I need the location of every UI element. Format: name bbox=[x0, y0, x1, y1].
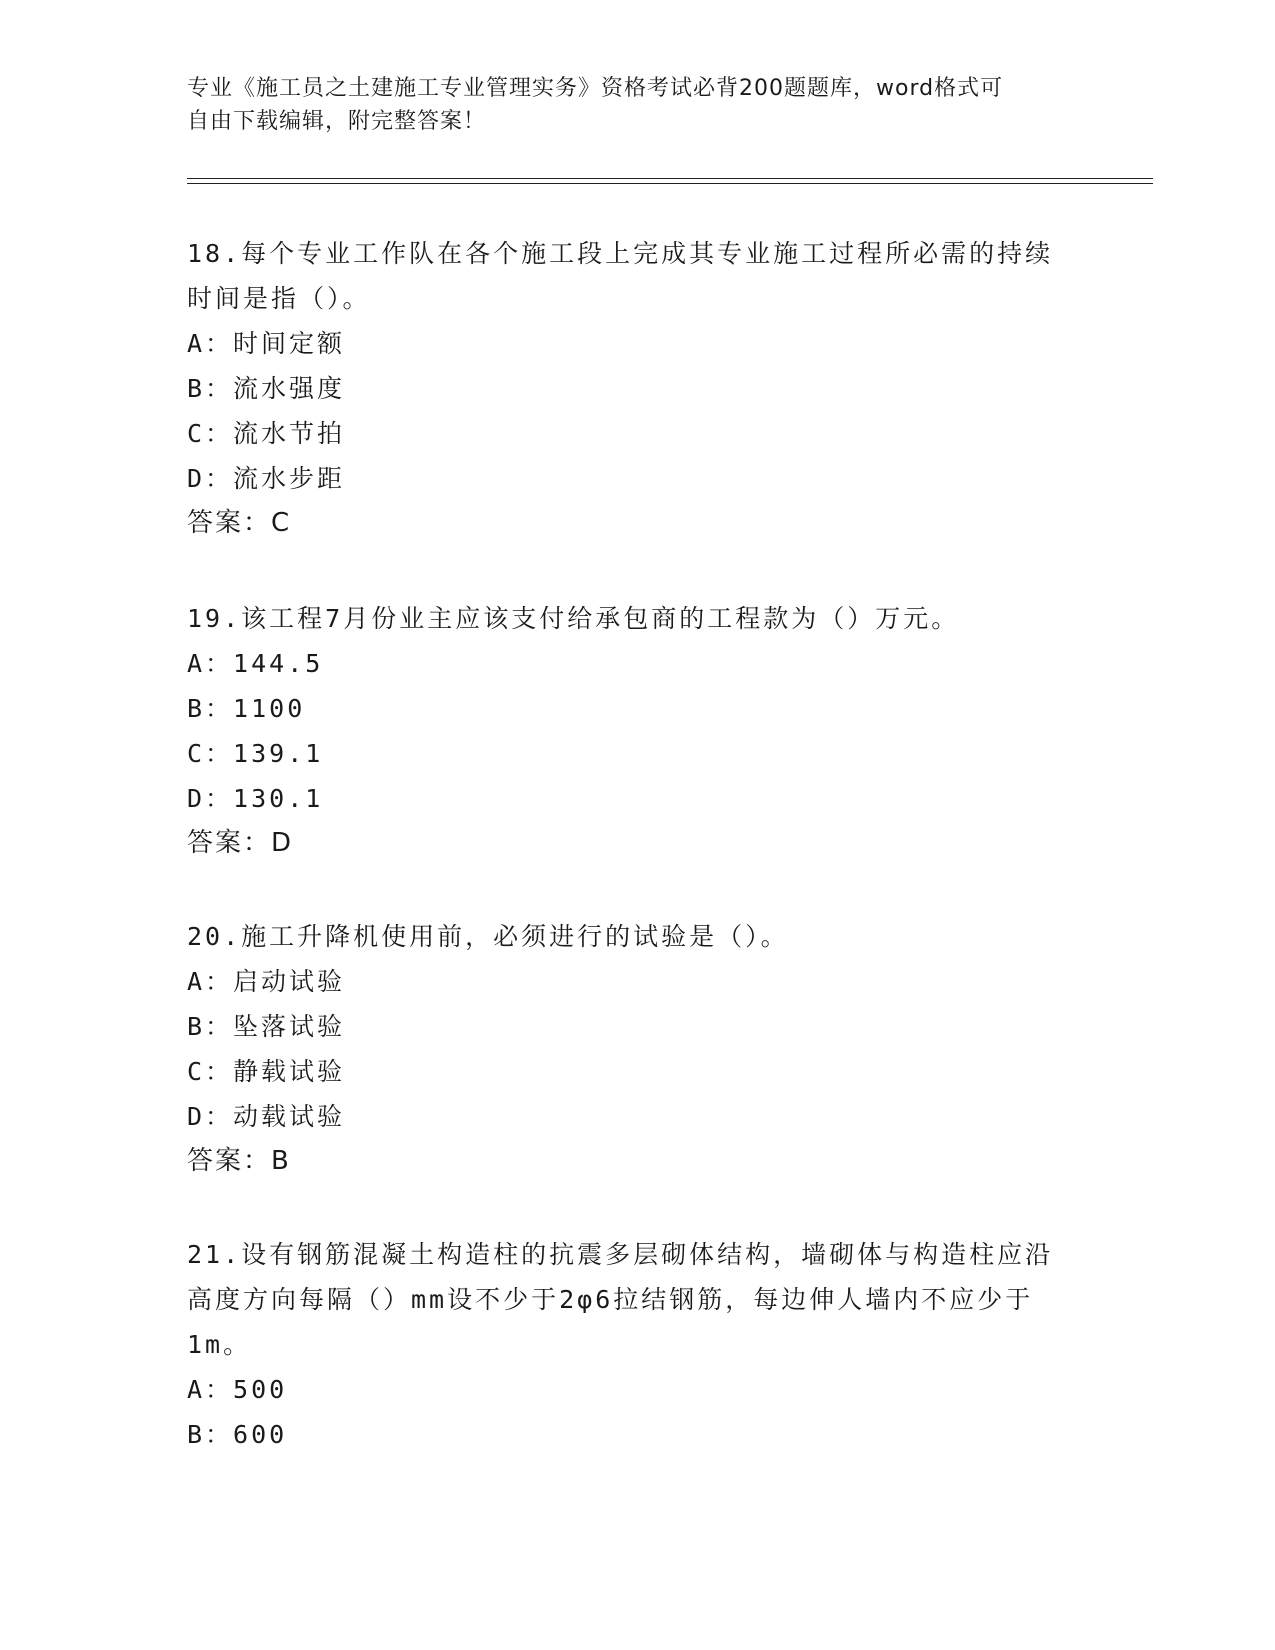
question-stem-line: 21.设有钢筋混凝土构造柱的抗震多层砌体结构，墙砌体与构造柱应沿 bbox=[187, 1240, 1054, 1269]
question-18 bbox=[187, 231, 1087, 546]
header-line-2: 自由下载编辑，附完整答案！ bbox=[187, 109, 487, 134]
option-d: D：流水步距 bbox=[187, 464, 346, 493]
question-stem-line: 20.施工升降机使用前，必须进行的试验是（）。 bbox=[187, 922, 789, 951]
question-stem-line: 18.每个专业工作队在各个施工段上完成其专业施工过程所必需的持续 bbox=[187, 239, 1054, 268]
question-stem-line: 19.该工程7月份业主应该支付给承包商的工程款为（）万元。 bbox=[187, 604, 960, 633]
question-stem-line: 1m。 bbox=[187, 1330, 252, 1359]
question-19 bbox=[187, 596, 1087, 866]
option-a: A：时间定额 bbox=[187, 329, 346, 358]
option-c: C：流水节拍 bbox=[187, 419, 346, 448]
option-a: A：144.5 bbox=[187, 649, 324, 678]
option-a: A：500 bbox=[187, 1375, 288, 1404]
question-21 bbox=[187, 1232, 1087, 1457]
option-b: B：流水强度 bbox=[187, 374, 346, 403]
answer-line: 答案：B bbox=[187, 1146, 291, 1176]
answer-line: 答案：C bbox=[187, 508, 292, 538]
answer-line: 答案：D bbox=[187, 828, 294, 858]
question-stem-line: 时间是指（）。 bbox=[187, 284, 371, 313]
option-b: B：600 bbox=[187, 1420, 288, 1449]
option-c: C：静载试验 bbox=[187, 1057, 346, 1086]
header-divider-top bbox=[187, 178, 1153, 179]
option-c: C：139.1 bbox=[187, 739, 324, 768]
header-divider-bottom bbox=[187, 183, 1153, 184]
option-a: A：启动试验 bbox=[187, 967, 346, 996]
document-header bbox=[187, 72, 1067, 138]
option-d: D：130.1 bbox=[187, 784, 324, 813]
question-20 bbox=[187, 914, 1087, 1184]
option-b: B：坠落试验 bbox=[187, 1012, 346, 1041]
header-line-1: 专业《施工员之土建施工专业管理实务》资格考试必背200题题库，word格式可 bbox=[187, 76, 1004, 101]
option-b: B：1100 bbox=[187, 694, 306, 723]
question-stem-line: 高度方向每隔（）mm设不少于2φ6拉结钢筋，每边伸人墙内不应少于 bbox=[187, 1285, 1034, 1314]
option-d: D：动载试验 bbox=[187, 1102, 346, 1131]
